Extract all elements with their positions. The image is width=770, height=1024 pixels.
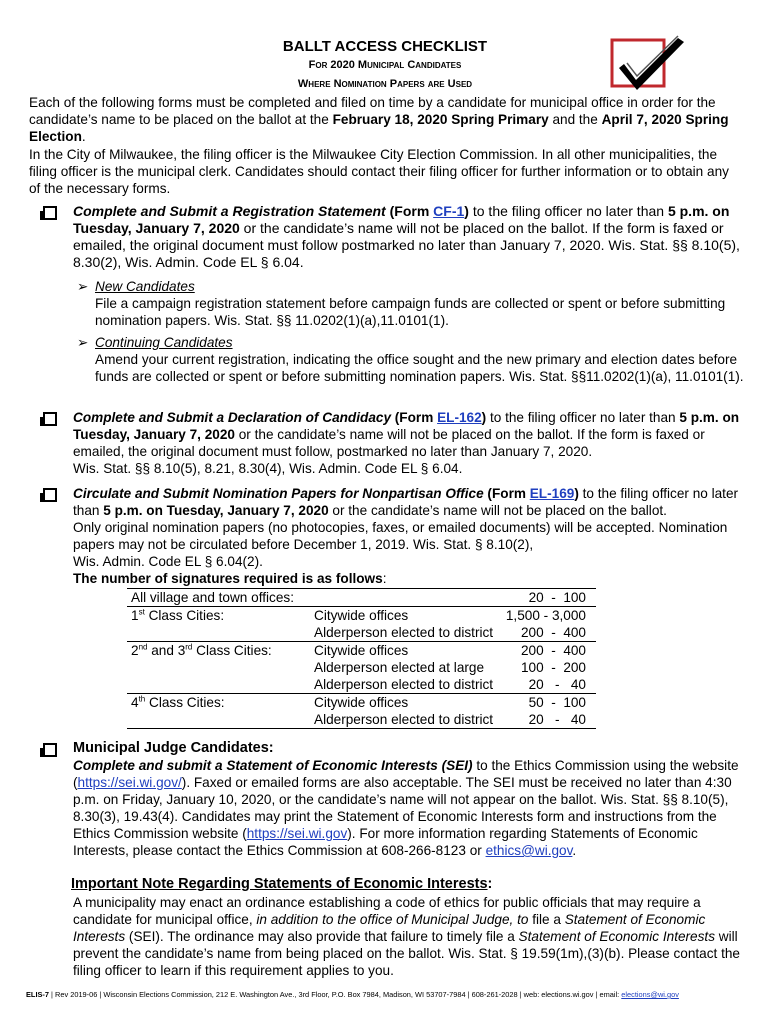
intro-paragraph bbox=[29, 94, 744, 145]
table-cell: 4th Class Cities: bbox=[127, 694, 310, 712]
primary-date: February 18, 2020 Spring Primary bbox=[332, 112, 549, 127]
item-text: to the Ethics Commission using the website ( bbox=[73, 758, 739, 790]
checkmark-icon bbox=[606, 34, 686, 94]
footer-email-link[interactable]: elections@wi.gov bbox=[621, 990, 679, 999]
sei-heading: Complete and submit a Statement of Economic Interests (SEI) bbox=[73, 758, 473, 773]
signatures-heading-colon: : bbox=[382, 571, 387, 586]
footer-text: | Rev 2019-06 | Wisconsin Elections Commission, 212 E. Washington Ave., 3rd Floor, P.O. Box 7984, Madison, WI 53707-7984 | 608-261-2028 | web: elections.wi.gov | email: bbox=[49, 990, 622, 999]
table-cell: Citywide offices bbox=[310, 607, 500, 625]
table-cell: All village and town offices: bbox=[127, 589, 500, 607]
note-paragraph bbox=[73, 894, 745, 979]
table-cell: Alderperson elected to district bbox=[314, 677, 494, 692]
table-cell: 1,500 - 3,000 bbox=[500, 607, 596, 625]
item-text-2: or the candidate’s name will not be placed on the ballot. bbox=[328, 503, 667, 518]
form-el169-link[interactable]: EL-169 bbox=[529, 486, 575, 501]
table-row bbox=[127, 642, 596, 660]
table-cell: 200 - 400 bbox=[500, 642, 596, 660]
judge-heading-text: Municipal Judge Candidates bbox=[73, 740, 269, 756]
page-title: BALLT ACCESS CHECKLIST bbox=[282, 38, 488, 55]
intro-text-2: and the bbox=[548, 112, 602, 127]
table-row bbox=[127, 711, 596, 729]
form-prefix: (Form bbox=[483, 486, 530, 501]
item-text: to the filing officer no later than bbox=[73, 486, 739, 518]
note-text-3: (SEI). The ordinance may also provide that failure to timely file a bbox=[125, 929, 519, 944]
form-prefix: (Form bbox=[391, 410, 438, 425]
note-text: A municipality may enact an ordinance establishing a code of ethics for public officials that may require a candidate for municipal office, bbox=[73, 895, 701, 927]
table-cell: 20 - 40 bbox=[500, 711, 596, 729]
intro-period: . bbox=[81, 129, 86, 144]
note-text-2: file a bbox=[528, 912, 565, 927]
table-row bbox=[127, 589, 596, 607]
form-prefix: (Form bbox=[385, 203, 434, 219]
nomination-text: Only original nomination papers (no photocopies, faxes, or emailed documents) will be accepted. Nomination papers may not be circulated before December 1, 2019. Wis. Stat. § 8.10(2), bbox=[73, 520, 728, 552]
table-cell bbox=[127, 711, 310, 729]
deadline: 5 p.m. on Tuesday, January 7, 2020 bbox=[73, 203, 730, 236]
continuing-candidates-text: Amend your current registration, indicating the office sought and the new primary and election dates before funds are collected or spent or before submitting nomination papers. Wis. Stat. §§11.0202(1)(a), 11.0101(1). bbox=[95, 352, 744, 384]
sei-website-link[interactable]: https://sei.wi.gov/ bbox=[77, 775, 182, 790]
judge-heading-colon: : bbox=[268, 740, 274, 756]
note-text-italic: in addition to the office of Municipal Judge, to bbox=[256, 912, 529, 927]
table-cell: 20 - 100 bbox=[500, 589, 596, 607]
item-judge bbox=[73, 757, 745, 859]
table-row bbox=[127, 607, 596, 625]
table-row bbox=[127, 676, 596, 694]
form-suffix: ) bbox=[574, 486, 579, 501]
table-cell: Citywide offices bbox=[310, 694, 500, 712]
item-declaration bbox=[73, 409, 745, 460]
item-registration bbox=[73, 203, 745, 271]
table-row bbox=[127, 624, 596, 642]
item-text-2: ). Faxed or emailed forms are also acceptable. The SEI must be received no later than 4:30 p.m. on Friday, January 10, 2020, or the candidate’s name will not appear on the ballot. Wis. Stat. §§ 8.10(5), 8.30(3), 19.43(4). Candidates may print the Statement of Economic Interests form and instructions from the Ethics Commission website ( bbox=[73, 775, 732, 841]
table-cell: 200 - 400 bbox=[521, 625, 586, 640]
continuing-candidates-heading: Continuing Candidates bbox=[95, 335, 233, 350]
item-text-2: or the candidate’s name will not be placed on the ballot. If the form is faxed or emailed, the original document must follow, postmarked no later than January 7, 2020. bbox=[73, 427, 705, 459]
table-cell: 100 - 200 bbox=[521, 660, 586, 675]
intro-text: Each of the following forms must be completed and filed on time by a candidate for municipal office in order for the candidate’s name to be placed on the ballot at the bbox=[29, 95, 716, 127]
page-subtitle: For 2020 Municipal Candidates bbox=[308, 59, 462, 71]
footer-code: ELIS-7 bbox=[26, 990, 49, 999]
deadline: 5 p.m. on Tuesday, January 7, 2020 bbox=[73, 410, 740, 442]
checkbox-judge[interactable] bbox=[43, 743, 57, 757]
item-text: to the filing officer no later than bbox=[486, 410, 680, 425]
table-cell: 20 - 40 bbox=[528, 677, 586, 692]
form-cf1-link[interactable]: CF-1 bbox=[433, 203, 465, 219]
footer bbox=[26, 990, 679, 1000]
new-candidates-text: File a campaign registration statement before campaign funds are collected or spent or before submitting nomination papers. Wis. Stat. §§ 11.0202(1)(a),11.0101(1). bbox=[95, 296, 726, 328]
deadline: 5 p.m. on Tuesday, January 7, 2020 bbox=[103, 503, 329, 518]
table-cell bbox=[127, 659, 310, 676]
ethics-email-link[interactable]: ethics@wi.gov bbox=[485, 843, 573, 858]
item-heading: Complete and Submit a Declaration of Candidacy bbox=[73, 410, 391, 425]
item-heading: Complete and Submit a Registration Statement bbox=[73, 203, 386, 219]
continuing-candidates-title bbox=[95, 334, 745, 351]
table-cell: Alderperson elected to district bbox=[310, 711, 500, 729]
note-heading bbox=[71, 876, 492, 893]
table-row bbox=[127, 659, 596, 676]
filing-officer-paragraph: In the City of Milwaukee, the filing officer is the Milwaukee City Election Commission. In all other municipalities, the filing officer is the municipal clerk. Candidates should contact their filing officer for further information or to obtain any of the necessary forms. bbox=[29, 147, 729, 196]
table-cell bbox=[127, 624, 310, 642]
judge-heading bbox=[73, 740, 745, 757]
table-cell bbox=[127, 676, 310, 694]
note-sei-term-2: Statement of Economic Interests bbox=[518, 929, 715, 944]
note-heading-text: Important Note Regarding Statements of Economic Interests bbox=[71, 876, 488, 892]
note-sei-term: Statement of Economic Interests bbox=[73, 912, 706, 944]
note-heading-colon: : bbox=[487, 876, 493, 892]
arrow-bullet-icon: ➢ bbox=[77, 279, 89, 294]
item-period: . bbox=[572, 843, 577, 858]
election-date: April 7, 2020 Spring Election bbox=[29, 112, 729, 144]
form-suffix: ) bbox=[464, 203, 469, 219]
checkbox-nomination[interactable] bbox=[43, 488, 57, 502]
declaration-citation: Wis. Stat. §§ 8.10(5), 8.21, 8.30(4), Wis. Admin. Code EL § 6.04. bbox=[73, 461, 463, 476]
signatures-heading bbox=[73, 570, 745, 587]
arrow-bullet-icon: ➢ bbox=[77, 335, 89, 350]
item-heading: Circulate and Submit Nomination Papers for Nonpartisan Office bbox=[73, 486, 484, 501]
table-cell: 1st Class Cities: bbox=[127, 607, 310, 625]
note-text-4: will prevent the candidate’s name from being placed on the ballot. Wis. Stat. § 19.59(1m),(3)(b). Please contact the filing officer to learn if this requirement applies to you. bbox=[73, 929, 740, 978]
table-cell: 50 - 100 bbox=[500, 694, 596, 712]
new-candidates-title bbox=[95, 278, 745, 295]
item-text: to the filing officer no later than bbox=[468, 203, 668, 219]
table-cell: Alderperson elected at large bbox=[314, 660, 485, 675]
signatures-heading-text: The number of signatures required is as follows bbox=[73, 571, 383, 586]
table-cell: Citywide offices bbox=[310, 642, 500, 660]
nomination-citation: Wis. Admin. Code EL § 6.04(2). bbox=[73, 554, 263, 569]
item-text-3: ). For more information regarding Statements of Economic Interests, please contact the Ethics Commission at 608-266-8123 or bbox=[73, 826, 698, 858]
table-cell: Alderperson elected to district bbox=[314, 625, 494, 640]
form-el162-link[interactable]: EL-162 bbox=[437, 410, 482, 425]
item-nomination bbox=[73, 485, 745, 519]
signatures-table bbox=[127, 588, 596, 729]
new-candidates-heading: New Candidates bbox=[95, 279, 195, 294]
sei-website-link-2[interactable]: https://sei.wi.gov bbox=[246, 826, 348, 841]
page-subtitle-2: Where Nomination Papers are Used bbox=[297, 78, 473, 90]
checkbox-registration[interactable] bbox=[43, 206, 57, 220]
form-suffix: ) bbox=[481, 410, 487, 425]
item-text-2: or the candidate’s name will not be placed on the ballot. If the form is faxed or emailed, the original document must follow postmarked no later than January 7, 2020. Wis. Stat. §§ 8.10(5), 8.30(2), Wis. Admin. Code EL § 6.04. bbox=[73, 220, 740, 270]
table-row bbox=[127, 694, 596, 712]
checkbox-declaration[interactable] bbox=[43, 412, 57, 426]
table-cell: 2nd and 3rd Class Cities: bbox=[127, 642, 310, 660]
